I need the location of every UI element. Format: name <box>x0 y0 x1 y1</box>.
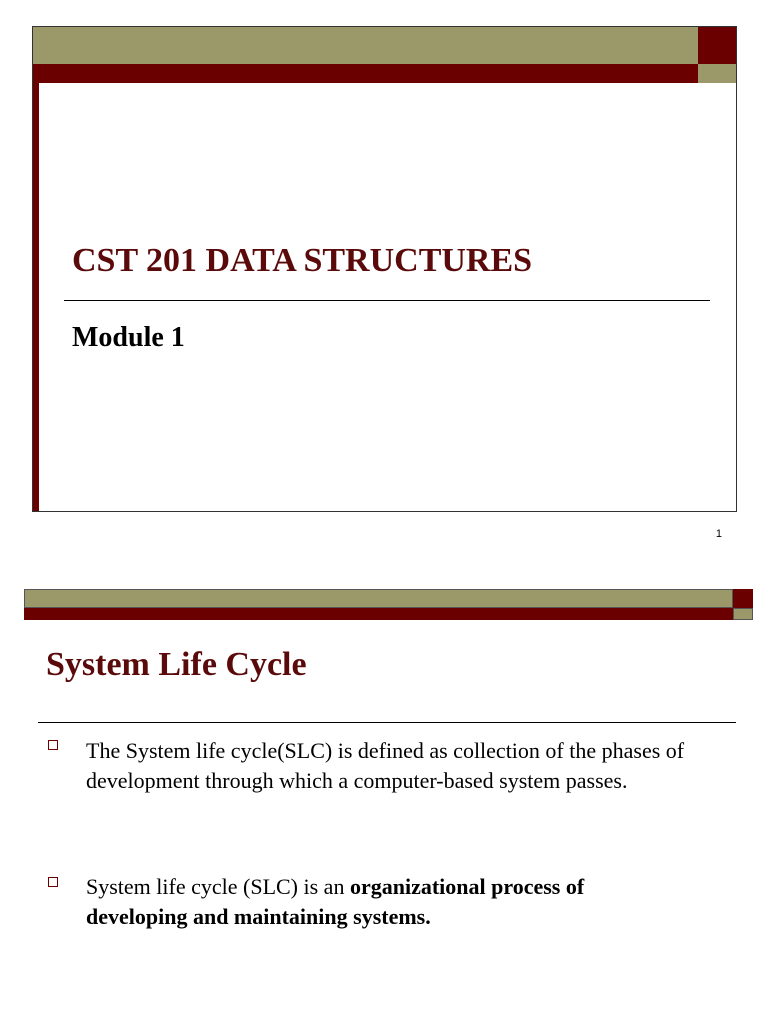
hollow-square-icon <box>48 740 58 750</box>
slide-1-title-divider <box>64 300 710 301</box>
slide-1-subtitle: Module 1 <box>72 322 185 353</box>
slide-1-corner-red-square <box>698 27 736 64</box>
slide-2-top-olive-bar <box>24 589 733 608</box>
slide-1-top-red-bar <box>33 64 698 83</box>
slide-2-top-red-bar <box>24 608 733 620</box>
slide-2-corner-olive-square <box>733 608 753 620</box>
hollow-square-icon <box>48 877 58 887</box>
bullet-item-2 <box>86 872 686 932</box>
slide-1-page-number: 1 <box>715 528 722 540</box>
slide-1-title: CST 201 DATA STRUCTURES <box>72 242 533 279</box>
slide-2-corner-red-square <box>733 589 753 608</box>
slide-1-left-red-bar <box>33 83 39 511</box>
bullet-item-2-plain: System life cycle (SLC) is an <box>86 874 350 899</box>
slide-1-top-olive-bar <box>33 27 698 64</box>
slide-2-title: System Life Cycle <box>46 646 307 683</box>
bullet-item-1: The System life cycle(SLC) is defined as collection of the phases of development through which a computer-based system passes. <box>86 738 685 793</box>
bullet-item-2-bold: organizational process of developing and maintaining systems. <box>86 874 585 929</box>
slide-2-title-divider <box>38 722 736 723</box>
slide-1-corner-olive-square <box>698 64 736 83</box>
